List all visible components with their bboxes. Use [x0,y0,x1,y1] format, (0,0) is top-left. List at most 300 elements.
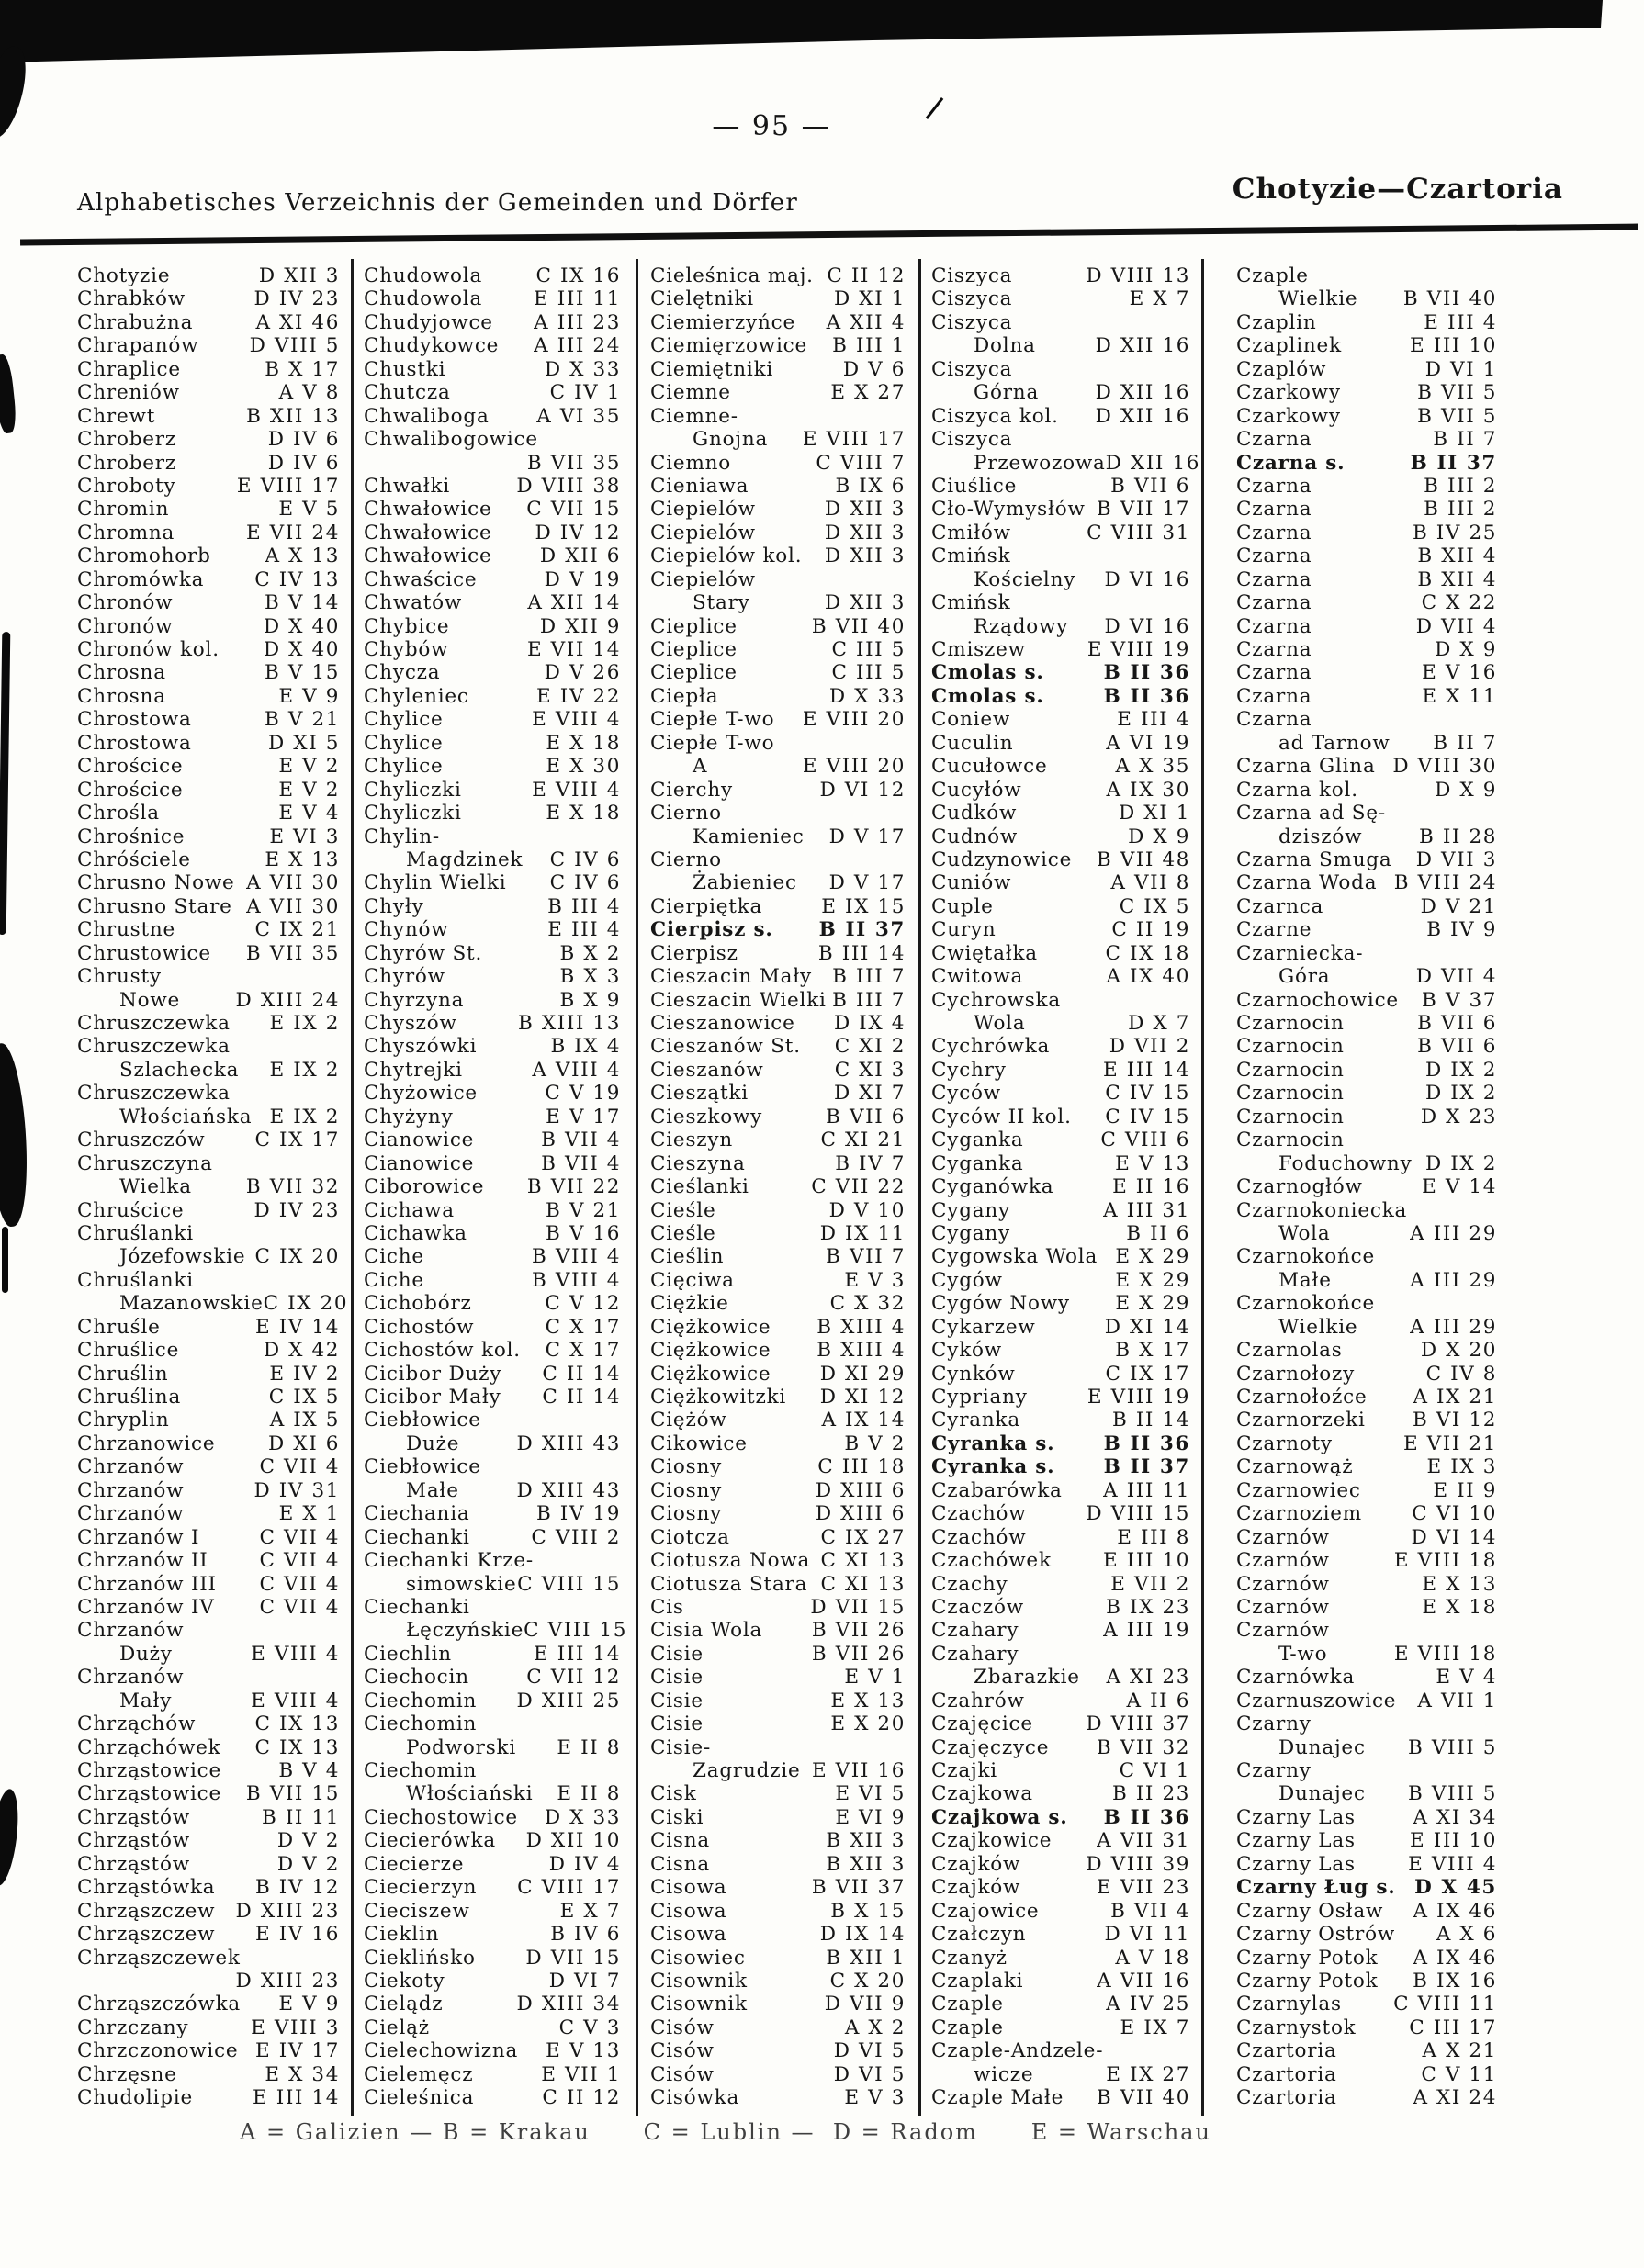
place-name: Cisk [650,1782,697,1806]
index-entry [650,2063,906,2086]
index-entry [364,381,621,404]
index-entry [364,1455,621,1478]
index-entry [77,1549,340,1572]
place-name: Chutcza [364,381,451,405]
map-code: E V 14 [1422,1175,1497,1199]
map-code: C VIII 7 [816,451,906,475]
map-code: B VI 12 [1412,1409,1497,1432]
map-code: C IV 15 [1105,1082,1190,1106]
place-name: Chruszczewka [77,1035,231,1059]
map-code: E VII 16 [811,1759,906,1782]
index-entry [77,1619,340,1642]
index-entry [364,1012,621,1035]
map-code: E IV 16 [255,1923,340,1947]
index-entry [931,1479,1190,1502]
place-name: Cięciwa [650,1268,735,1292]
place-name: Ciszyca [931,310,1013,334]
map-code: D XII 16 [1095,404,1190,428]
map-code: E VII 24 [245,521,340,545]
index-entry [650,311,906,334]
place-name: Czarna [1236,498,1312,522]
index-entry [364,1829,621,1852]
index-entry [931,1806,1190,1829]
place-name: Cieszacin Mały [650,965,812,989]
place-name: Czaple Małe [931,2086,1064,2110]
place-name: Chytrejki [364,1058,463,1082]
index-entry [931,965,1190,988]
map-code: E IV 14 [255,1315,340,1339]
place-name: Chrząstowice [77,1759,221,1782]
map-code: C IX 5 [1119,894,1190,918]
index-entry [1236,1923,1497,1946]
place-name: Czarna [1236,614,1312,638]
index-entry [650,661,906,684]
index-entry [77,732,340,755]
map-code: D X 45 [1414,1876,1497,1900]
place-name: Czarnów [1236,1619,1330,1643]
index-entry [1236,871,1497,894]
index-entry [650,989,906,1012]
map-code: E IX 7 [1120,2015,1190,2039]
place-name: Chrustowice [77,941,211,965]
index-entry [650,1292,906,1315]
place-name: Cichobórz [364,1292,472,1316]
index-entry [364,1573,621,1596]
map-code: C II 12 [542,2086,621,2110]
place-name: Czarnylas [1236,1993,1342,2016]
map-code: E VI 9 [835,1805,906,1829]
place-name: Cieszkowy [650,1105,763,1128]
place-name: Chrzczonowice [77,2039,239,2063]
index-entry [364,1736,621,1759]
place-name: Kościelny [974,567,1076,591]
place-name: Czarny Las [1236,1805,1356,1829]
place-name: Chotyzie [77,264,171,287]
place-name: Ciebłowice [364,1409,481,1432]
map-code: D XI 5 [268,731,340,755]
place-name: Chwalibogowice [364,428,538,452]
place-name: Cicibor Mały [364,1386,501,1409]
map-code: B VII 35 [526,451,621,475]
index-entry [77,475,340,498]
place-name: Czarnochowice [1236,988,1399,1012]
index-entry [77,848,340,871]
index-entry [77,1012,340,1035]
map-code: A VII 30 [246,894,340,918]
index-entry [1236,1829,1497,1852]
map-code: E VIII 4 [251,1642,340,1666]
map-code: D X 9 [1435,778,1497,802]
map-code: C IX 13 [254,1735,340,1759]
index-entry [931,1596,1190,1619]
place-name: Cierpiętka [650,894,763,918]
map-code: A III 29 [1410,1221,1497,1245]
index-entry [364,848,621,871]
index-entry [650,1829,906,1852]
place-name: Czarnowąż [1236,1455,1354,1479]
map-code: A VI 35 [536,404,621,428]
place-name: Czarna kol. [1236,778,1358,802]
index-entry [364,591,621,614]
map-code: C V 19 [545,1082,621,1106]
map-code: D XIII 34 [516,1993,621,2016]
map-code: E X 27 [830,381,906,405]
map-code: D VIII 5 [249,334,340,358]
place-name: Czarny Ostrów [1236,1923,1396,1947]
place-name: Cieszyna [650,1151,746,1175]
map-code: E V 9 [278,684,340,708]
index-entry [364,1363,621,1386]
map-code: E VII 1 [541,2062,621,2086]
index-entry [364,1269,621,1292]
map-code: C XI 21 [820,1128,906,1152]
place-name: Zbarazkie [974,1666,1080,1690]
index-entry [650,755,906,778]
place-name: Czabarówka [931,1478,1063,1502]
index-entry [650,615,906,638]
map-code: E VIII 4 [1408,1852,1497,1876]
map-code: D IV 12 [535,521,621,545]
place-name: Czajków [931,1876,1021,1900]
place-name: Czachówek [931,1549,1052,1573]
index-entry [1236,568,1497,591]
map-code: E III 10 [1410,334,1497,358]
index-entry [77,1712,340,1735]
index-entry [1236,452,1497,475]
place-name: Czarna [1236,474,1312,498]
place-name: Chromohorb [77,545,211,568]
place-name: Czartoria [1236,2039,1337,2063]
place-name: Czarny Potok [1236,1969,1379,1993]
map-code: E IX 3 [1426,1455,1497,1479]
place-name: Ciechostowice [364,1805,518,1829]
index-entry [650,522,906,545]
map-code: D X 40 [263,638,340,661]
place-name: Chrościce [77,755,184,779]
index-column-2 [364,264,628,2110]
place-name: Cykarzew [931,1315,1036,1339]
place-name: Czarna Woda [1236,871,1378,895]
index-entry [650,1432,906,1455]
index-entry [931,1900,1190,1923]
index-entry [364,428,621,451]
map-code: A IX 46 [1413,1946,1497,1970]
index-entry [931,661,1190,684]
map-code: E VIII 19 [1087,1386,1190,1409]
map-code: E II 8 [557,1782,621,1806]
place-name: Ciepielów [650,567,756,591]
place-name: Chruszczyna [77,1151,213,1175]
place-name: Chudykowce [364,334,500,358]
map-code: B V 21 [265,708,340,732]
map-code: E III 14 [253,2086,340,2110]
place-name: Czarnocin [1236,1105,1345,1128]
place-name: Czarna [1236,567,1312,591]
place-name: Dunajec [1278,1735,1366,1759]
index-entry [364,661,621,684]
index-entry [931,264,1190,287]
map-code: E III 4 [1424,310,1497,334]
index-entry [1236,1526,1497,1549]
map-code: E IX 2 [269,1012,340,1035]
map-code: B IV 25 [1412,521,1497,545]
map-code: B IX 23 [1106,1595,1190,1619]
place-name: Chyliczki [364,778,462,802]
index-entry [77,1736,340,1759]
place-name: Cichostów [364,1315,475,1339]
index-entry [650,1526,906,1549]
index-entry [931,545,1190,567]
index-entry [650,1712,906,1735]
place-name: Czarnołoźce [1236,1386,1368,1409]
index-entry [77,1152,340,1175]
index-entry [650,498,906,521]
index-entry [1236,2016,1497,2039]
index-entry [77,334,340,357]
place-name: Czarne [1236,918,1312,942]
place-name: Cieleśnica maj. [650,264,814,287]
place-name: Wielkie [1278,1315,1358,1339]
place-name: Cieklińsko [364,1946,476,1970]
place-name: Ciszyca [931,264,1013,287]
place-name: Coniew [931,708,1011,732]
index-entry [364,1409,621,1432]
index-entry [77,2086,340,2109]
index-entry [650,287,906,310]
place-name: Cyranka s. [931,1432,1055,1455]
index-entry [931,615,1190,638]
place-name: Cychry [931,1058,1007,1082]
index-entry [650,1573,906,1596]
map-code: D VI 16 [1104,567,1190,591]
map-code: A VII 30 [246,871,340,895]
place-name: Chruśle [77,1315,161,1339]
index-entry [77,1222,340,1245]
map-code: B III 2 [1424,498,1497,522]
place-name: Ciche [364,1245,424,1269]
map-code: D V 17 [828,825,906,848]
place-name: Chrusno Stare [77,894,232,918]
index-entry [650,334,906,357]
map-code: D XII 16 [1095,381,1190,405]
place-name: Włościańska [119,1105,253,1128]
place-name: Czarnołozy [1236,1362,1356,1386]
index-entry [364,2039,621,2062]
map-code: A IX 5 [269,1409,340,1432]
map-code: B VIII 4 [532,1245,621,1269]
map-code: D X 33 [544,1805,621,1829]
place-name: Cuculin [931,731,1014,755]
place-name: Cmińsk [931,591,1011,615]
place-name: Czarnów [1236,1595,1330,1619]
index-entry [931,428,1190,451]
map-code: E IX 15 [821,894,906,918]
map-code: C II 14 [542,1386,621,1409]
place-name: Cudków [931,802,1018,825]
map-code: B IV 12 [254,1876,340,1900]
map-code: B II 23 [1111,1782,1190,1806]
scan-artifact [0,632,10,935]
index-entry [1236,965,1497,988]
place-name: Czajków [931,1852,1021,1876]
map-code: B III 14 [817,941,906,965]
map-code: D X 23 [1420,1105,1497,1128]
index-entry [1236,1479,1497,1502]
index-entry [364,1245,621,1268]
index-entry [77,405,340,428]
map-code: D XII 3 [824,498,906,522]
index-entry [364,1643,621,1666]
place-name: Chruszczewka [77,1082,231,1106]
index-entry [364,779,621,802]
place-name: Czaple [931,1993,1004,2016]
index-entry [364,1035,621,1058]
place-name: Czarna [1236,428,1312,452]
place-name: Czarkowy [1236,381,1341,405]
map-code: A X 6 [1436,1923,1497,1947]
map-code: C VII 4 [259,1525,340,1549]
place-name: Ciszyca [931,428,1013,452]
place-name: Stary [693,591,750,615]
map-code: C VII 4 [259,1549,340,1573]
place-name: Czahrów [931,1689,1025,1712]
index-entry [931,358,1190,381]
map-code: B VII 6 [1417,1012,1497,1035]
index-entry [77,1993,340,2015]
place-name: Chrząstów [77,1852,190,1876]
index-entry [364,1900,621,1923]
index-entry [1236,1502,1497,1525]
place-name: Ciepielów kol. [650,545,803,568]
header-range: Chotyzie—Czartoria [1232,173,1563,206]
place-name: Czarnocin [1236,1128,1345,1152]
index-entry [931,1082,1190,1105]
place-name: Ciemiętniki [650,357,774,381]
index-entry [931,1199,1190,1222]
place-name: Cieciszew [364,1899,470,1923]
index-entry [1236,989,1497,1012]
index-entry [650,825,906,848]
place-name: Chyżyny [364,1105,454,1128]
index-entry [650,1759,906,1782]
index-entry [77,1526,340,1549]
index-entry [931,918,1190,941]
index-entry [931,895,1190,918]
index-entry [931,1128,1190,1151]
place-name: Chyrów St. [364,941,483,965]
map-code: D IV 31 [253,1478,340,1502]
index-entry [1236,311,1497,334]
place-name: Czachów [931,1525,1027,1549]
index-entry [650,1806,906,1829]
place-name: Cypriany [931,1386,1028,1409]
index-entry [931,475,1190,498]
index-entry [650,1993,906,2015]
place-name: Cierpisz s. [650,918,773,942]
map-code: E III 4 [547,918,621,942]
place-name: Chruścice [77,1198,185,1222]
index-entry [650,1012,906,1035]
index-entry [77,1643,340,1666]
map-code: D VI 16 [1104,614,1190,638]
place-name: Ciechanki [364,1595,470,1619]
index-entry [364,1690,621,1712]
place-name: Chroberz [77,451,177,475]
map-code: A XII 14 [527,591,621,615]
index-entry [650,685,906,708]
index-entry [364,638,621,661]
place-name: Chylice [364,755,444,779]
index-entry [1236,498,1497,521]
index-entry [650,1619,906,1642]
map-code: B X 9 [559,988,621,1012]
index-entry [77,545,340,567]
place-name: Chrzanów I [77,1525,200,1549]
place-name: Ciemierzyńce [650,310,796,334]
place-name: Czaplinek [1236,334,1342,358]
map-code: B II 37 [818,918,906,942]
map-code: C IV 8 [1425,1362,1497,1386]
index-entry [931,498,1190,521]
index-entry [1236,942,1497,965]
place-name: Chrząchów [77,1712,197,1736]
index-entry [77,918,340,941]
index-entry [931,1643,1190,1666]
place-name: Czajkowa s. [931,1805,1068,1829]
place-name: Chyrzyna [364,988,465,1012]
index-entry [364,871,621,894]
scan-artifact [0,354,17,434]
map-code: E V 13 [1115,1151,1190,1175]
place-name: Ciszyca [931,357,1013,381]
index-entry [77,1782,340,1805]
index-entry [931,871,1190,894]
index-entry [931,825,1190,848]
place-name: Cielądz [364,1993,444,2016]
map-code: B VIII 4 [532,1268,621,1292]
index-entry [1236,428,1497,451]
map-code: E X 7 [559,1899,621,1923]
map-code: B III 4 [547,894,621,918]
index-entry [77,685,340,708]
map-code: C VIII 6 [1100,1128,1190,1152]
index-entry [77,755,340,778]
map-code: E VIII 18 [1393,1549,1497,1573]
index-column-3 [650,264,906,2110]
place-name: Cychrówka [931,1035,1051,1059]
place-name: Czarny [1236,1712,1312,1736]
place-name: Wielka [119,1175,192,1199]
map-code: B VII 5 [1417,404,1497,428]
index-entry [650,1900,906,1923]
map-code: E III 10 [1410,1829,1497,1853]
place-name: Czarnolas [1236,1339,1343,1363]
index-entry [77,1128,340,1151]
place-name: Chrabków [77,287,186,311]
place-name: Chromówka [77,567,205,591]
place-name: Czarnów [1236,1525,1330,1549]
place-name: Chrosna [77,684,166,708]
map-code: D V 2 [276,1852,340,1876]
map-code: E III 14 [1103,1058,1190,1082]
index-entry [931,1923,1190,1946]
place-name: Ciborowice [364,1175,485,1199]
map-code: D VIII 30 [1392,755,1497,779]
map-code: B II 11 [261,1805,340,1829]
map-code: C III 17 [1409,2015,1497,2039]
map-code: B VIII 5 [1408,1735,1497,1759]
place-name: Czarnokońce [1236,1292,1376,1316]
